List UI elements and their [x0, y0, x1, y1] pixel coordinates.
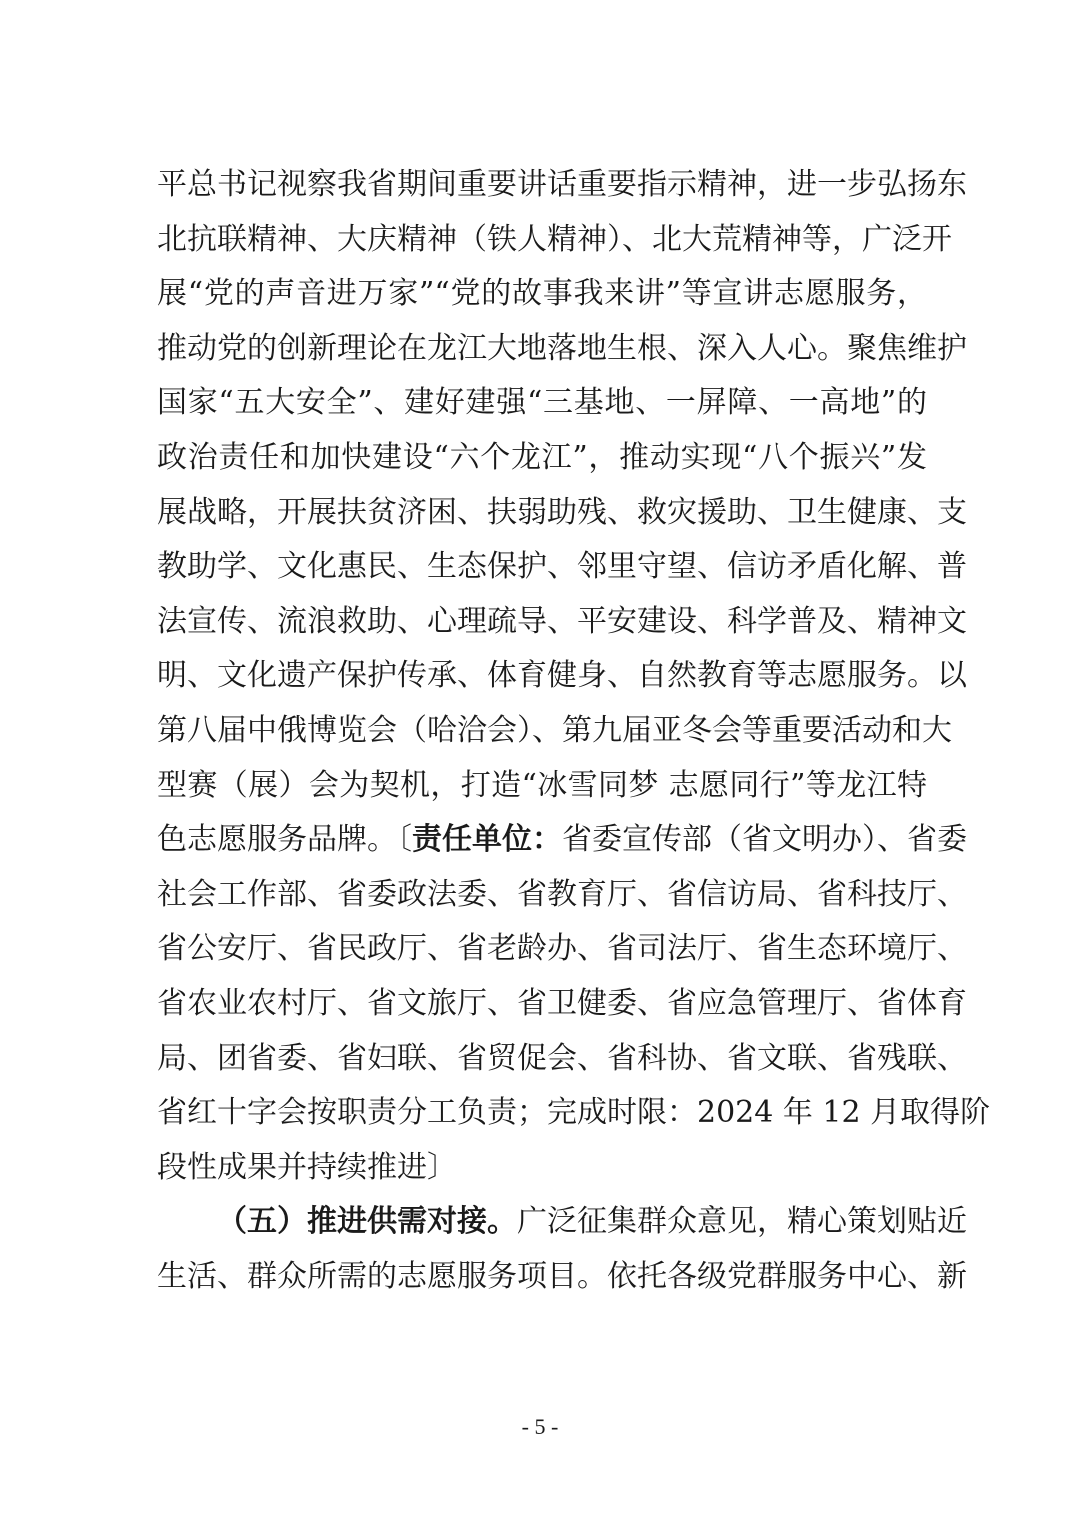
text-line: 政治责任和加快建设“六个龙江”，推动实现“八个振兴”发	[157, 439, 927, 475]
section-heading: （五）推进供需对接。	[217, 1204, 517, 1240]
text-segment: 省委宣传部（省文明办）、省委	[562, 822, 967, 858]
text-line: 第八届中俄博览会（哈洽会）、第九届亚冬会等重要活动和大	[157, 712, 952, 748]
text-line: 国家“五大安全”、建好建强“三基地、一屏障、一高地”的	[157, 385, 927, 421]
text-line: 展战略，开展扶贫济困、扶弱助残、救灾援助、卫生健康、支	[157, 494, 967, 530]
text-line: 展“党的声音进万家”“党的故事我来讲”等宣讲志愿服务，	[157, 276, 927, 312]
responsibility-line	[157, 813, 967, 868]
text-line: 社会工作部、省委政法委、省教育厅、省信访局、省科技厅、	[157, 876, 967, 912]
text-line: 省农业农村厅、省文旅厅、省卫健委、省应急管理厅、省体育	[157, 985, 967, 1021]
text-line: 局、团省委、省妇联、省贸促会、省科协、省文联、省残联、	[157, 1040, 967, 1076]
text-line: 段性成果并持续推进〕	[157, 1149, 457, 1185]
text-line: 型赛（展）会为契机，打造“冰雪同梦 志愿同行”等龙江特	[157, 767, 927, 803]
text-line: 省红十字会按职责分工负责；完成时限：2024 年 12 月取得阶	[157, 1095, 991, 1131]
text-segment: 色志愿服务品牌。〔	[157, 822, 412, 858]
text-line: 生活、群众所需的志愿服务项目。依托各级党群服务中心、新	[157, 1258, 967, 1294]
text-line: 推动党的创新理论在龙江大地落地生根、深入人心。聚焦维护	[157, 330, 967, 366]
section-five-line	[157, 1195, 967, 1250]
text-line: 平总书记视察我省期间重要讲话重要指示精神，进一步弘扬东	[157, 167, 967, 202]
text-line: 明、文化遗产保护传承、体育健身、自然教育等志愿服务。以	[157, 658, 967, 694]
responsibility-label: 责任单位：	[412, 822, 562, 858]
text-segment: 广泛征集群众意见，精心策划贴近	[517, 1204, 967, 1240]
text-line: 北抗联精神、大庆精神（铁人精神）、北大荒精神等，广泛开	[157, 221, 952, 257]
text-line: 教助学、文化惠民、生态保护、邻里守望、信访矛盾化解、普	[157, 549, 967, 585]
text-line: 省公安厅、省民政厅、省老龄办、省司法厅、省生态环境厅、	[157, 931, 967, 967]
text-line: 法宣传、流浪救助、心理疏导、平安建设、科学普及、精神文	[157, 603, 967, 639]
page-number: - 5 -	[521, 1414, 559, 1439]
body-text	[157, 158, 991, 1304]
